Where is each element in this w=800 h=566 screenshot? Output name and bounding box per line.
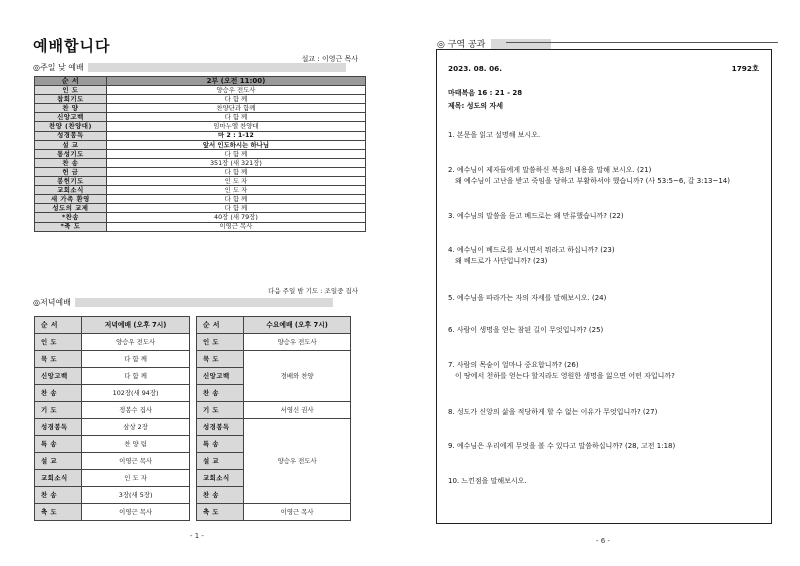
table-row <box>197 402 351 419</box>
row-label: 새 가족 환영 <box>35 195 107 204</box>
issue-number: 1792호 <box>731 64 759 73</box>
question-item <box>448 245 615 267</box>
row-value: 다 함 께 <box>106 195 365 204</box>
row-label: 축 도 <box>197 504 244 521</box>
row-value: 다 함 께 <box>106 204 365 213</box>
wednesday-service-table <box>196 316 351 521</box>
table-row <box>35 113 366 122</box>
table-row <box>35 195 366 204</box>
study-date: 2023. 08. 06. <box>448 64 503 73</box>
row-label: 신앙고백 <box>197 368 244 385</box>
row-label: 찬 송 <box>35 487 82 504</box>
question-text: 3. 예수님의 말씀을 듣고 베드로는 왜 만류했습니까? (22) <box>448 212 624 220</box>
table-row <box>35 213 366 222</box>
row-label: 찬 송 <box>35 158 107 167</box>
preacher-line: 설교 : 이영근 목사 <box>301 55 358 63</box>
row-label: 성경봉독 <box>35 131 107 140</box>
row-label: 기 도 <box>35 402 82 419</box>
table-row <box>35 385 190 402</box>
row-value: 다 함 께 <box>106 149 365 158</box>
row-value: 102장(새 94장) <box>82 385 190 402</box>
row-value: 마 2 : 1-12 <box>106 131 365 140</box>
table-row <box>35 140 366 149</box>
row-value: 40장 (새 79장) <box>106 213 365 222</box>
row-value: 이영근 목사 <box>82 504 190 521</box>
table-row <box>35 131 366 140</box>
table-row <box>35 351 190 368</box>
question-text: 4. 예수님이 베드로를 보시면서 뭐라고 하십니까? (23) <box>448 246 615 254</box>
header-label: 순 서 <box>35 317 82 334</box>
question-item <box>448 293 606 304</box>
row-label: 교회소식 <box>35 470 82 487</box>
row-label: 신앙고백 <box>35 113 107 122</box>
question-item <box>448 130 540 141</box>
table-row <box>197 419 351 436</box>
table-row <box>35 436 190 453</box>
row-label: 축 도 <box>35 504 82 521</box>
heading-rule <box>506 42 778 43</box>
table-row <box>35 487 190 504</box>
row-value: 다 함 께 <box>82 351 190 368</box>
question-text: 6. 사람이 생명을 얻는 참된 길이 무엇입니까? (25) <box>448 326 604 334</box>
table-row <box>35 453 190 470</box>
row-value: 다 함 께 <box>82 368 190 385</box>
row-value: 이영근 목사 <box>82 453 190 470</box>
right-page <box>400 0 800 566</box>
row-label: 특 송 <box>35 436 82 453</box>
table-row <box>35 149 366 158</box>
table-row <box>197 351 351 368</box>
row-label: 인 도 <box>197 334 244 351</box>
evening-service-table <box>34 316 190 521</box>
question-text: 10. 느낀점을 말해보시오. <box>448 477 527 485</box>
table-row <box>35 177 366 186</box>
table-row <box>35 504 190 521</box>
row-value: 양승우 전도사 <box>244 334 351 351</box>
row-label: 기 도 <box>197 402 244 419</box>
header-value: 수요예배 (오후 7시) <box>244 317 351 334</box>
question-text: 1. 본문을 읽고 설명해 보시오. <box>448 131 541 139</box>
question-text: 5. 예수님을 따라가는 자의 자세를 말해보시오. (24) <box>448 294 607 302</box>
row-value-merged: 경배와 찬양 <box>244 351 351 402</box>
row-value: 정봉수 집사 <box>82 402 190 419</box>
row-label: 찬 송 <box>197 385 244 402</box>
study-section-title: ◎ 구역 공과 <box>437 40 486 50</box>
row-value: 삼상 2장 <box>82 419 190 436</box>
row-label: 봉헌기도 <box>35 177 107 186</box>
row-value-merged: 양승우 전도사 <box>244 419 351 504</box>
next-week-prayer: 다음 주일 밤 기도 : 조일중 집사 <box>268 287 358 295</box>
study-box <box>436 49 772 524</box>
row-label: 교회소식 <box>197 470 244 487</box>
row-value: 351장 (새 321장) <box>106 158 365 167</box>
row-label: 설 교 <box>197 453 244 470</box>
question-item <box>448 165 730 187</box>
row-label: 설 교 <box>35 453 82 470</box>
evening-section-title: ◎저녁예배 <box>33 298 71 307</box>
question-item <box>448 407 657 418</box>
header-label: 순 서 <box>197 317 244 334</box>
row-value: 찬양단과 함께 <box>106 104 365 113</box>
row-value: 찬 양 팀 <box>82 436 190 453</box>
row-label: 찬 송 <box>197 487 244 504</box>
table-row <box>35 167 366 176</box>
study-subject: 제목: 성도의 자세 <box>448 102 504 110</box>
question-item <box>448 211 624 222</box>
table-row <box>35 470 190 487</box>
row-label: 교회소식 <box>35 186 107 195</box>
row-label: 묵 도 <box>35 351 82 368</box>
evening-section-heading <box>33 297 333 308</box>
row-label: 신앙고백 <box>35 368 82 385</box>
table-row <box>35 86 366 95</box>
row-value: 서영신 권사 <box>244 402 351 419</box>
question-text: 8. 성도가 신앙의 삶을 적당하게 할 수 없는 이유가 무엇입니까? (27) <box>448 408 658 416</box>
page-number: - 1 - <box>190 532 204 540</box>
question-text: 9. 예수님은 우리에게 무엇을 볼 수 있다고 말씀하십니까? (28, 고전 1:18) <box>448 442 676 450</box>
header-value: 2부 (오전 11:00) <box>106 77 365 86</box>
scripture-reference: 마태복음 16 : 21 - 28 <box>448 89 523 97</box>
row-label: *축 도 <box>35 222 107 231</box>
row-value: 앞서 인도하시는 하나님 <box>106 140 365 149</box>
question-subtext: 이 땅에서 천하를 얻는다 할지라도 영원한 생명을 잃으면 어떤 자입니까? <box>455 372 675 380</box>
morning-service-table <box>34 76 366 232</box>
row-label: 헌 금 <box>35 167 107 176</box>
table-row <box>35 186 366 195</box>
row-value: 양승우 전도사 <box>106 86 365 95</box>
row-value: 인 도 자 <box>106 177 365 186</box>
header-value: 저녁예배 (오후 7시) <box>82 317 190 334</box>
table-row <box>197 334 351 351</box>
row-label: 통성기도 <box>35 149 107 158</box>
row-value: 3장(새 5장) <box>82 487 190 504</box>
section-bar <box>491 39 551 49</box>
row-label: *찬송 <box>35 213 107 222</box>
table-header-row <box>197 317 351 334</box>
table-row <box>35 419 190 436</box>
row-label: 성도의 교제 <box>35 204 107 213</box>
question-item <box>448 325 603 336</box>
question-item <box>448 360 675 382</box>
table-row <box>35 104 366 113</box>
row-value: 인 도 자 <box>106 186 365 195</box>
row-label: 특 송 <box>197 436 244 453</box>
question-subtext: 왜 예수님이 고난을 받고 죽임을 당하고 부활하셔야 했습니까? (사 53:5~6, 갈 3:13~14) <box>455 177 730 185</box>
sunday-section-title: ◎주일 낮 예배 <box>33 63 84 72</box>
table-row <box>35 222 366 231</box>
table-row <box>35 122 366 131</box>
section-bar <box>75 298 333 307</box>
table-row <box>35 402 190 419</box>
row-label: 인 도 <box>35 86 107 95</box>
sunday-section-heading <box>33 62 346 73</box>
question-item <box>448 441 675 452</box>
table-header-row <box>35 317 190 334</box>
page-title: 예배합니다 <box>33 37 111 55</box>
table-row <box>35 334 190 351</box>
row-label: 설 교 <box>35 140 107 149</box>
row-value: 다 함 께 <box>106 95 365 104</box>
question-subtext: 왜 베드로가 사단입니까? (23) <box>455 257 548 265</box>
row-value: 인 도 자 <box>82 470 190 487</box>
header-label: 순 서 <box>35 77 107 86</box>
row-label: 성경봉독 <box>197 419 244 436</box>
question-text: 7. 사람의 목숨이 얼마나 중요합니까? (26) <box>448 361 579 369</box>
table-row <box>35 158 366 167</box>
row-label: 성경봉독 <box>35 419 82 436</box>
row-value: 이영근 목사 <box>106 222 365 231</box>
row-label: 참회기도 <box>35 95 107 104</box>
table-header-row <box>35 77 366 86</box>
row-value: 다 함 께 <box>106 113 365 122</box>
row-label: 묵 도 <box>197 351 244 368</box>
table-row <box>35 368 190 385</box>
question-item <box>448 476 527 487</box>
question-text: 2. 예수님이 제자들에게 말씀하신 복음의 내용을 말해 보시오. (21) <box>448 166 652 174</box>
row-value: 양승우 전도사 <box>82 334 190 351</box>
row-value: 다 함 께 <box>106 167 365 176</box>
row-label: 찬 송 <box>35 385 82 402</box>
page-number: - 6 - <box>596 537 610 545</box>
row-label: 찬 양 <box>35 104 107 113</box>
table-row <box>35 204 366 213</box>
row-value: 임마누엘 찬양대 <box>106 122 365 131</box>
row-value: 이영근 목사 <box>244 504 351 521</box>
section-bar <box>88 63 346 72</box>
row-label: 찬양 (찬양대) <box>35 122 107 131</box>
table-row <box>35 95 366 104</box>
row-label: 인 도 <box>35 334 82 351</box>
table-row <box>197 504 351 521</box>
